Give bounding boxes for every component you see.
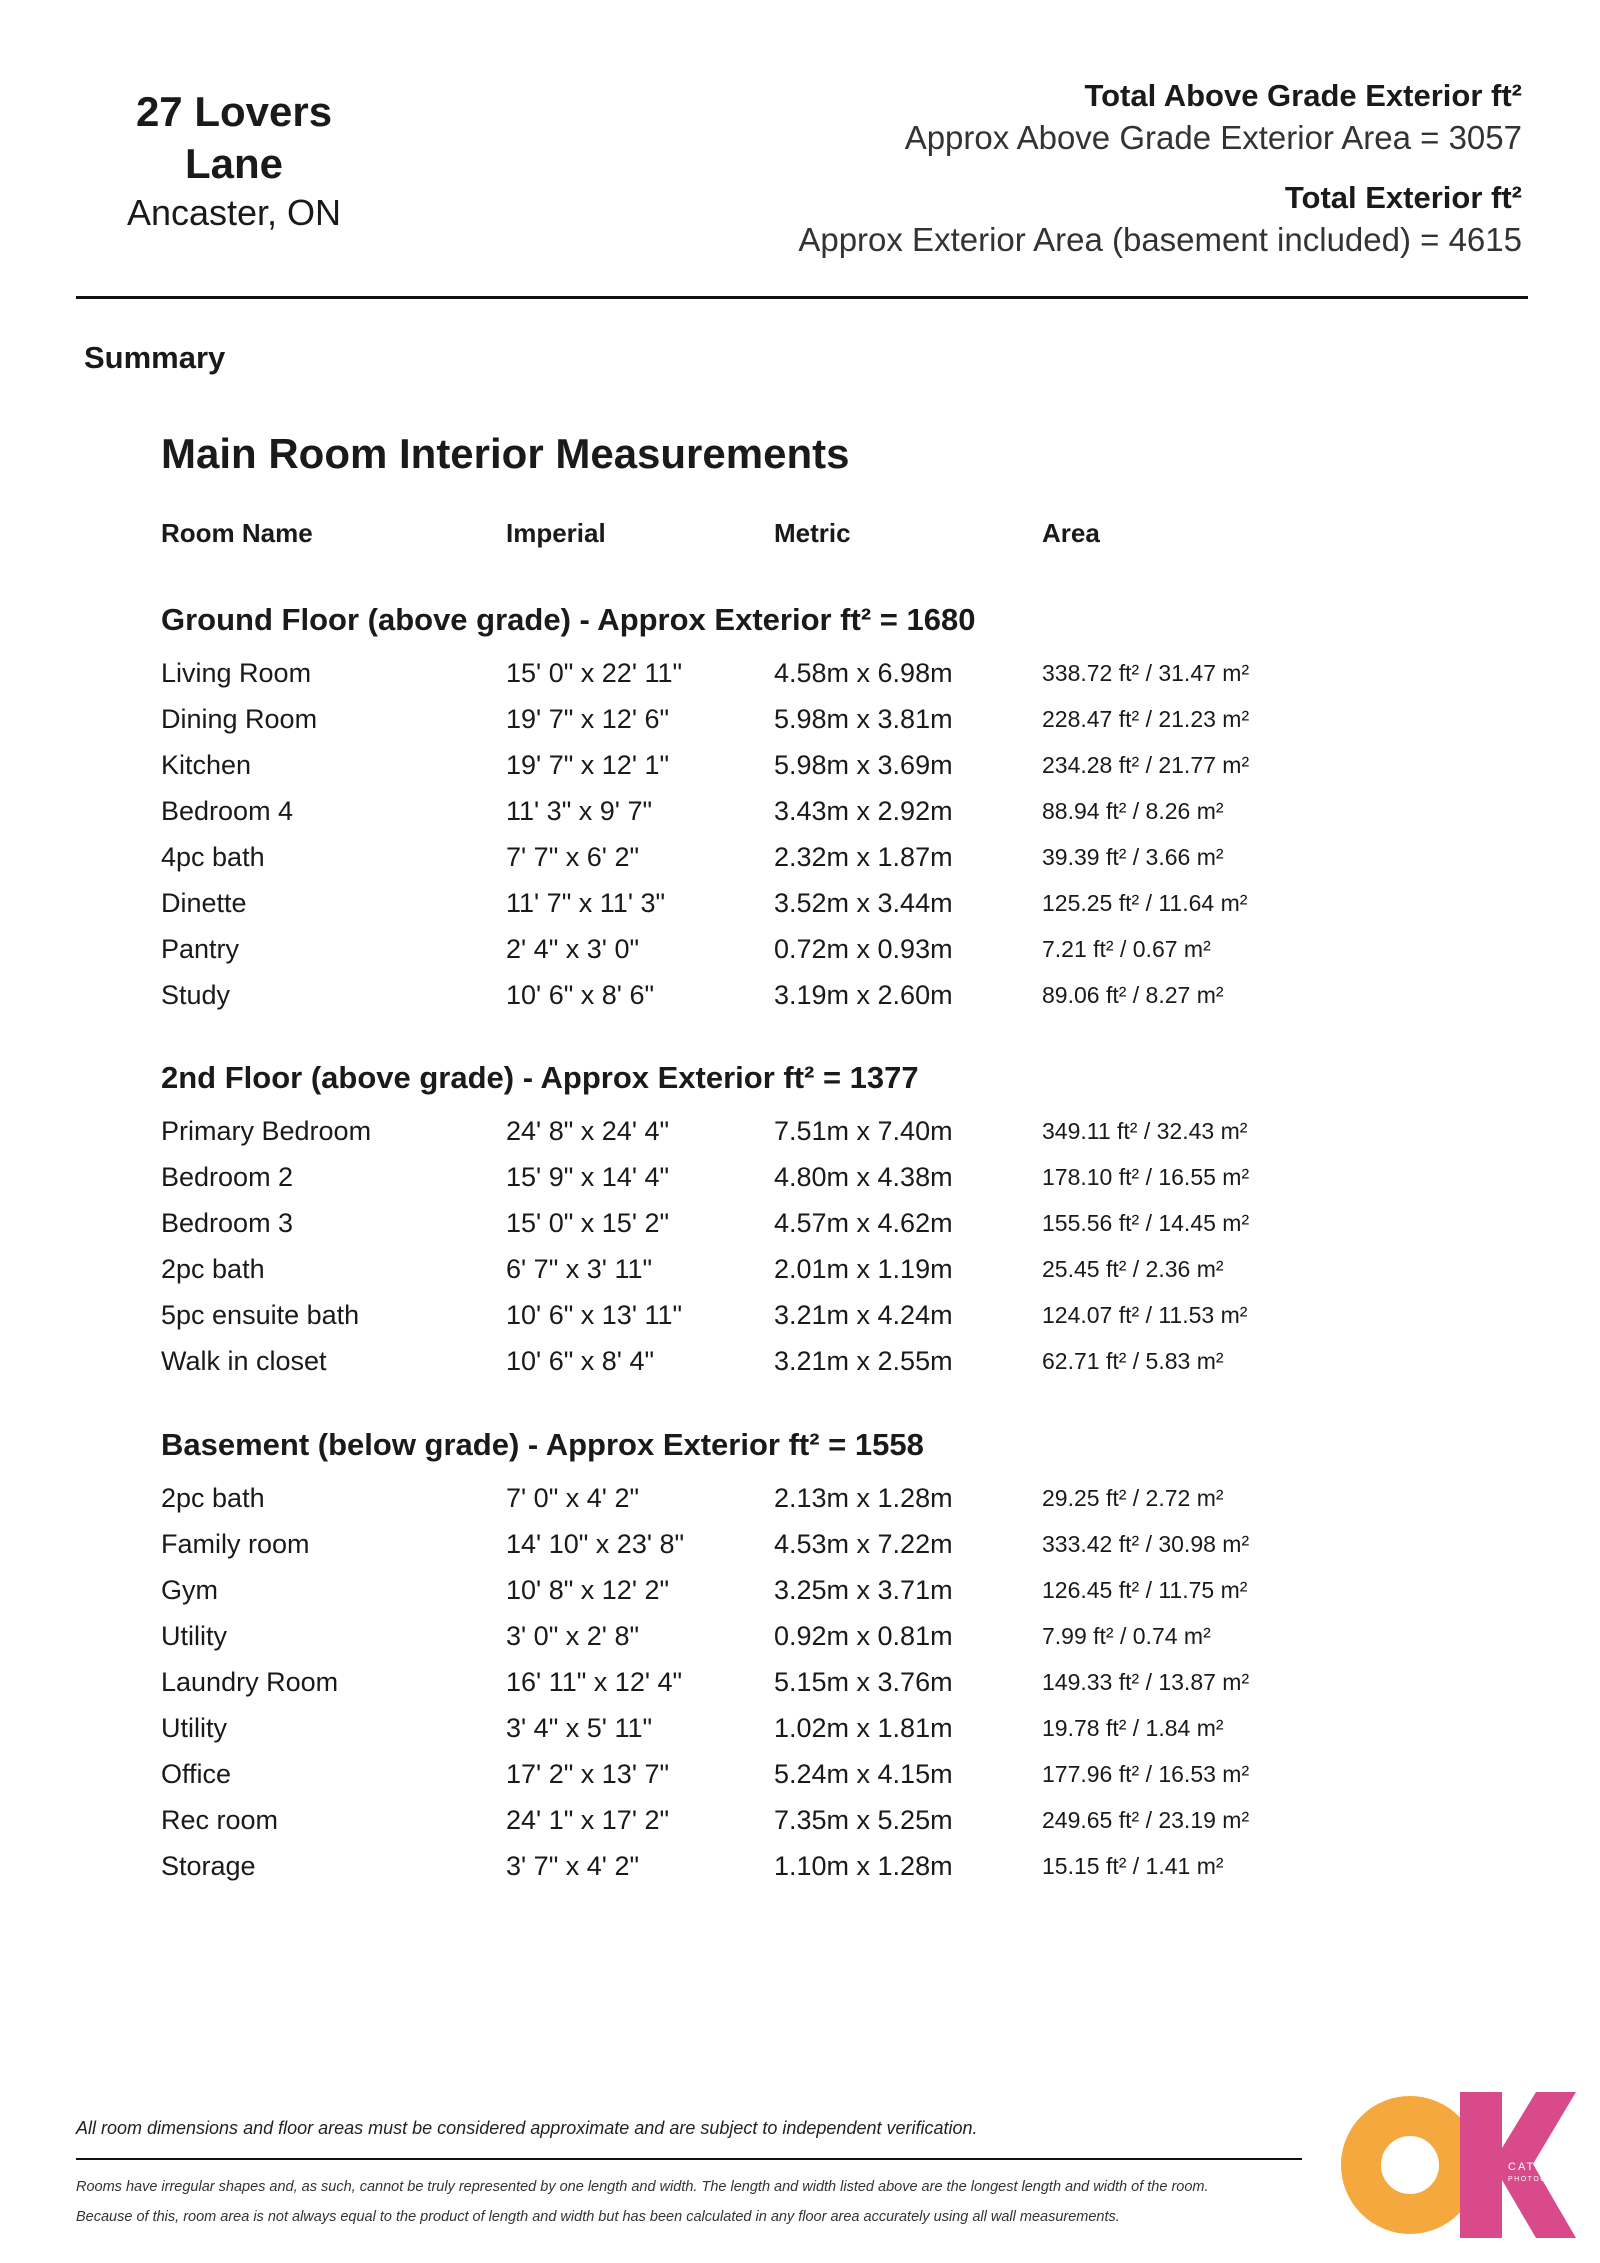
room-metric: 7.51m x 7.40m	[774, 1116, 953, 1146]
summary-heading: Summary	[84, 340, 226, 375]
room-metric: 3.21m x 2.55m	[774, 1346, 953, 1376]
room-name: Bedroom 3	[161, 1208, 294, 1238]
room-metric: 2.01m x 1.19m	[774, 1254, 953, 1284]
room-area: 29.25 ft² / 2.72 m²	[1042, 1485, 1224, 1511]
room-metric: 0.72m x 0.93m	[774, 934, 953, 964]
room-name: Family room	[161, 1529, 310, 1559]
room-metric: 3.21m x 4.24m	[774, 1300, 953, 1330]
room-area: 126.45 ft² / 11.75 m²	[1042, 1577, 1248, 1603]
room-imperial: 3' 0" x 2' 8"	[506, 1621, 640, 1651]
header-divider	[76, 296, 1528, 299]
room-metric: 5.98m x 3.69m	[774, 750, 953, 780]
room-name: Utility	[161, 1713, 227, 1743]
room-metric: 3.43m x 2.92m	[774, 796, 953, 826]
room-name: Study	[161, 980, 231, 1010]
room-name: Gym	[161, 1575, 218, 1605]
room-imperial: 14' 10" x 23' 8"	[506, 1529, 685, 1559]
room-imperial: 7' 0" x 4' 2"	[506, 1483, 640, 1513]
room-name: 2pc bath	[161, 1483, 265, 1513]
room-name: Walk in closet	[161, 1346, 327, 1376]
column-header-area: Area	[1042, 518, 1100, 548]
room-area: 177.96 ft² / 16.53 m²	[1042, 1761, 1250, 1787]
room-imperial: 11' 3" x 9' 7"	[506, 796, 653, 826]
room-row	[161, 1475, 1461, 1521]
room-metric: 3.19m x 2.60m	[774, 980, 953, 1010]
room-row	[161, 972, 1461, 1018]
room-name: Kitchen	[161, 750, 252, 780]
room-metric: 5.15m x 3.76m	[774, 1667, 953, 1697]
room-area: 125.25 ft² / 11.64 m²	[1042, 890, 1248, 916]
property-address	[84, 86, 384, 236]
room-row	[161, 1521, 1461, 1567]
logo-brand-line-1: CATHY KOOP	[1508, 2161, 1600, 2173]
room-row	[161, 1843, 1461, 1889]
room-row	[161, 1613, 1461, 1659]
room-area: 88.94 ft² / 8.26 m²	[1042, 798, 1224, 824]
room-area: 338.72 ft² / 31.47 m²	[1042, 660, 1250, 686]
exterior-totals	[798, 76, 1522, 262]
room-name: Utility	[161, 1621, 227, 1651]
room-metric: 1.02m x 1.81m	[774, 1713, 953, 1743]
disclaimer: All room dimensions and floor areas must be considered approximate and are subject to independent verification.	[76, 2118, 978, 2138]
room-row	[161, 1338, 1461, 1384]
room-area: 7.21 ft² / 0.67 m²	[1042, 936, 1211, 962]
footnote-line-2: Because of this, room area is not always equal to the product of length and width but has been calculated in any floor area accurately using all wall measurements.	[76, 2209, 1120, 2225]
room-metric: 0.92m x 0.81m	[774, 1621, 953, 1651]
above-grade-label: Total Above Grade Exterior ft²	[1084, 78, 1522, 113]
room-name: Living Room	[161, 658, 312, 688]
total-exterior-label: Total Exterior ft²	[1284, 180, 1522, 215]
room-metric: 4.57m x 4.62m	[774, 1208, 953, 1238]
room-imperial: 10' 8" x 12' 2"	[506, 1575, 670, 1605]
room-row	[161, 926, 1461, 972]
room-name: 2pc bath	[161, 1254, 265, 1284]
room-area: 39.39 ft² / 3.66 m²	[1042, 844, 1224, 870]
room-area: 15.15 ft² / 1.41 m²	[1042, 1853, 1224, 1879]
room-name: 5pc ensuite bath	[161, 1300, 360, 1330]
room-area: 178.10 ft² / 16.55 m²	[1042, 1164, 1250, 1190]
room-row	[161, 1797, 1461, 1843]
room-row	[161, 1108, 1461, 1154]
room-imperial: 15' 9" x 14' 4"	[506, 1162, 670, 1192]
room-area: 155.56 ft² / 14.45 m²	[1042, 1210, 1250, 1236]
room-area: 228.47 ft² / 21.23 m²	[1042, 706, 1250, 732]
room-area: 249.65 ft² / 23.19 m²	[1042, 1807, 1250, 1833]
room-row	[161, 696, 1461, 742]
floor-section-basement	[161, 1421, 1461, 1889]
room-area: 234.28 ft² / 21.77 m²	[1042, 752, 1250, 778]
room-row	[161, 1200, 1461, 1246]
room-imperial: 24' 1" x 17' 2"	[506, 1805, 670, 1835]
floor-section-second	[161, 1054, 1461, 1384]
room-imperial: 19' 7" x 12' 6"	[506, 704, 670, 734]
room-metric: 7.35m x 5.25m	[774, 1805, 953, 1835]
total-exterior-value: Approx Exterior Area (basement included) = 4615	[798, 221, 1522, 258]
room-area: 333.42 ft² / 30.98 m²	[1042, 1531, 1250, 1557]
property-city: Ancaster, ON	[126, 192, 342, 233]
room-area: 25.45 ft² / 2.36 m²	[1042, 1256, 1224, 1282]
room-name: Laundry Room	[161, 1667, 339, 1697]
floor-title: 2nd Floor (above grade) - Approx Exterior ft² = 1377	[161, 1060, 919, 1095]
floor-title: Ground Floor (above grade) - Approx Exterior ft² = 1680	[161, 602, 976, 637]
room-metric: 2.32m x 1.87m	[774, 842, 953, 872]
room-name: Bedroom 2	[161, 1162, 294, 1192]
room-name: Office	[161, 1759, 232, 1789]
room-metric: 4.53m x 7.22m	[774, 1529, 953, 1559]
room-name: Dinette	[161, 888, 247, 918]
column-header-room-name: Room Name	[161, 518, 313, 548]
room-row	[161, 880, 1461, 926]
room-imperial: 16' 11" x 12' 4"	[506, 1667, 683, 1697]
room-name: Primary Bedroom	[161, 1116, 372, 1146]
property-street: 27 Lovers Lane	[135, 88, 333, 187]
room-row	[161, 1246, 1461, 1292]
room-row	[161, 1567, 1461, 1613]
brand-logo-icon	[1340, 2092, 1600, 2238]
column-header-metric: Metric	[774, 518, 851, 548]
room-imperial: 10' 6" x 13' 11"	[506, 1300, 683, 1330]
room-area: 7.99 ft² / 0.74 m²	[1042, 1623, 1211, 1649]
room-imperial: 3' 4" x 5' 11"	[506, 1713, 653, 1743]
room-metric: 2.13m x 1.28m	[774, 1483, 953, 1513]
room-area: 62.71 ft² / 5.83 m²	[1042, 1348, 1224, 1374]
room-imperial: 10' 6" x 8' 4"	[506, 1346, 655, 1376]
room-area: 89.06 ft² / 8.27 m²	[1042, 982, 1224, 1008]
room-imperial: 24' 8" x 24' 4"	[506, 1116, 670, 1146]
room-metric: 4.80m x 4.38m	[774, 1162, 953, 1192]
room-metric: 5.98m x 3.81m	[774, 704, 953, 734]
room-area: 19.78 ft² / 1.84 m²	[1042, 1715, 1224, 1741]
logo-circle	[1361, 2116, 1459, 2214]
floor-title: Basement (below grade) - Approx Exterior ft² = 1558	[161, 1427, 924, 1462]
room-row	[161, 788, 1461, 834]
room-imperial: 6' 7" x 3' 11"	[506, 1254, 653, 1284]
room-row	[161, 1751, 1461, 1797]
floor-section-ground	[161, 596, 1461, 1018]
room-name: Storage	[161, 1851, 256, 1881]
room-row	[161, 1705, 1461, 1751]
room-area: 124.07 ft² / 11.53 m²	[1042, 1302, 1248, 1328]
room-imperial: 10' 6" x 8' 6"	[506, 980, 655, 1010]
room-metric: 4.58m x 6.98m	[774, 658, 953, 688]
page-title: Main Room Interior Measurements	[161, 430, 850, 477]
room-name: Pantry	[161, 934, 240, 964]
room-imperial: 2' 4" x 3' 0"	[506, 934, 640, 964]
room-imperial: 15' 0" x 22' 11"	[506, 658, 683, 688]
above-grade-value: Approx Above Grade Exterior Area = 3057	[904, 119, 1522, 156]
room-metric: 3.25m x 3.71m	[774, 1575, 953, 1605]
logo-brand-line-2: PHOTOGRAPHY	[1508, 2176, 1579, 2183]
room-row	[161, 1292, 1461, 1338]
room-name: 4pc bath	[161, 842, 265, 872]
room-imperial: 19' 7" x 12' 1"	[506, 750, 670, 780]
room-row	[161, 742, 1461, 788]
room-area: 349.11 ft² / 32.43 m²	[1042, 1118, 1248, 1144]
room-imperial: 7' 7" x 6' 2"	[506, 842, 640, 872]
room-row	[161, 834, 1461, 880]
room-imperial: 3' 7" x 4' 2"	[506, 1851, 640, 1881]
room-metric: 3.52m x 3.44m	[774, 888, 953, 918]
room-area: 149.33 ft² / 13.87 m²	[1042, 1669, 1250, 1695]
room-metric: 1.10m x 1.28m	[774, 1851, 953, 1881]
room-imperial: 15' 0" x 15' 2"	[506, 1208, 670, 1238]
room-name: Dining Room	[161, 704, 318, 734]
column-header-imperial: Imperial	[506, 518, 606, 548]
room-imperial: 11' 7" x 11' 3"	[506, 888, 666, 918]
room-name: Rec room	[161, 1805, 279, 1835]
room-row	[161, 650, 1461, 696]
room-name: Bedroom 4	[161, 796, 294, 826]
room-row	[161, 1154, 1461, 1200]
room-metric: 5.24m x 4.15m	[774, 1759, 953, 1789]
footnote-line-1: Rooms have irregular shapes and, as such, cannot be truly represented by one length and width. The length and width listed above are the longest length and width of the room.	[76, 2179, 1209, 2195]
room-imperial: 17' 2" x 13' 7"	[506, 1759, 670, 1789]
footer-divider	[76, 2158, 1302, 2160]
room-row	[161, 1659, 1461, 1705]
